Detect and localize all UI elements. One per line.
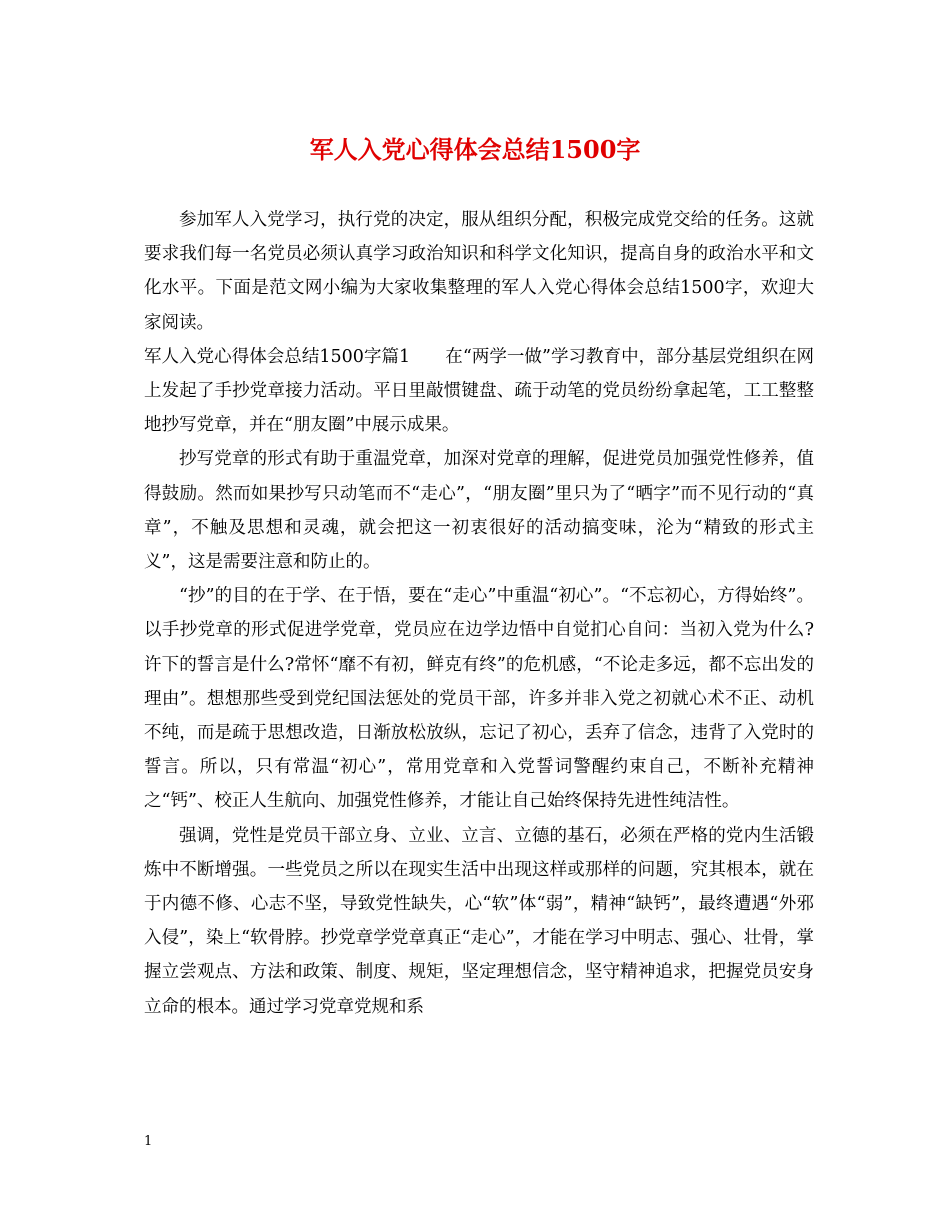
- document-title: 军人入党心得体会总结1500字: [309, 135, 641, 164]
- paragraph-section-1-start: 军人入党心得体会总结1500字篇1 在“两学一做”学习教育中，部分基层党组织在网上发起了手抄党章接力活动。平日里敲惯键盘、疏于动笔的党员纷纷拿起笔，工工整整地抄写党章，并在“朋友圈”中展示成果。: [144, 346, 814, 436]
- paragraph-copy-form: 抄写党章的形式有助于重温党章，加深对党章的理解，促进党员加强党性修养，值得鼓励。然而如果抄写只动笔而不“走心”，“朋友圈”里只为了“晒字”而不见行动的“真章”，不触及思想和灵魂，就会把这一初衷很好的活动搞变味，沦为“精致的形式主义”，这是需要注意和防止的。: [144, 449, 814, 573]
- paragraph-intro: 参加军人入党学习，执行党的决定，服从组织分配，积极完成党交给的任务。这就要求我们每一名党员必须认真学习政治知识和科学文化知识，提高自身的政治水平和文化水平。下面是范文网小编为大家收集整理的军人入党心得体会总结1500字，欢迎大家阅读。: [144, 210, 814, 333]
- document-body: [144, 203, 814, 1024]
- paragraph-party-spirit: 强调，党性是党员干部立身、立业、立言、立德的基石，必须在严格的党内生活锻炼中不断增强。一些党员之所以在现实生活中出现这样或那样的问题，究其根本，就在于内德不修、心志不坚，导致党性缺失，心“软”体“弱”，精神“缺钙”，最终遭遇“外邪入侵”，染上“软骨脖。抄党章学党章真正“走心”，才能在学习中明志、强心、壮骨，掌握立尝观点、方法和政策、制度、规矩，坚定理想信念，坚守精神追求，把握党员安身立命的根本。通过学习党章党规和系: [144, 825, 814, 1017]
- paragraph-original-intention: “抄”的目的在于学、在于悟，要在“走心”中重温“初心”。“不忘初心，方得始终”。以手抄党章的形式促进学党章，党员应在边学边悟中自觉扪心自问：当初入党为什么?许下的誓言是什么?常怀“靡不有初，鲜克有终”的危机感，“不论走多远，都不忘出发的理由”。想想那些受到党纪国法惩处的党员干部，许多并非入党之初就心术不正、动机不纯，而是疏于思想改造，日渐放松放纵，忘记了初心，丢弃了信念，违背了入党时的誓言。所以，只有常温“初心”，常用党章和入党誓词警醒约束自己，不断补充精神之“钙”、校正人生航向、加强党性修养，才能让自己始终保持先进性纯洁性。: [144, 586, 814, 812]
- page-number: 1: [144, 1134, 153, 1149]
